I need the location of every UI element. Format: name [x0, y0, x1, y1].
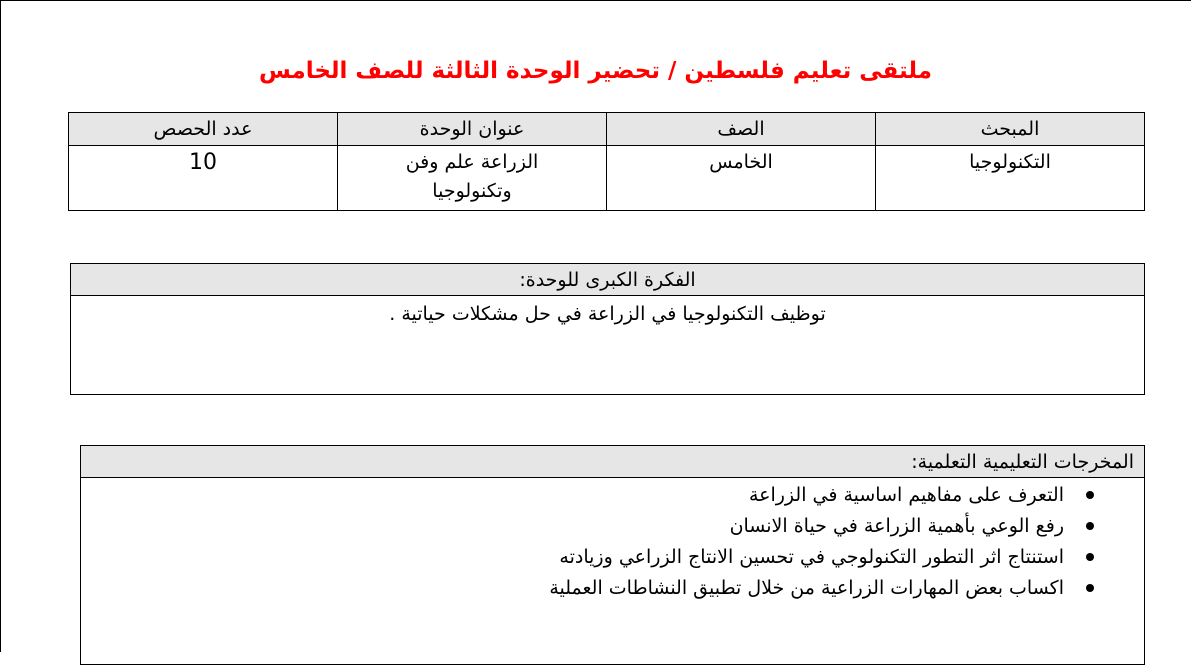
bullet-icon [1086, 522, 1094, 530]
header-unit-title: عنوان الوحدة [338, 113, 607, 146]
bullet-icon [1086, 491, 1094, 499]
unit-title-text: الزراعة علم وفن وتكنولوجيا [405, 151, 539, 202]
outcome-text: اكساب بعض المهارات الزراعية من خلال تطبيق النشاطات العملية [549, 577, 1064, 599]
header-grade: الصف [607, 113, 876, 146]
page-border-top [0, 0, 1191, 1]
outcome-text: التعرف على مفاهيم اساسية في الزراعة [748, 484, 1064, 506]
learning-outcomes-box [80, 445, 1145, 665]
header-subject: المبحث [876, 113, 1145, 146]
table-row [69, 146, 1145, 211]
unit-info-table [68, 112, 1145, 211]
table-header-row [69, 113, 1145, 146]
outcome-text: رفع الوعي بأهمية الزراعة في حياة الانسان [729, 515, 1064, 537]
cell-lesson-count: 10 [69, 146, 338, 211]
page-title: ملتقى تعليم فلسطين / تحضير الوحدة الثالثة للصف الخامس [258, 58, 933, 84]
big-idea-heading: الفكرة الكبرى للوحدة: [71, 264, 1144, 296]
bullet-icon [1086, 584, 1094, 592]
cell-grade: الخامس [607, 146, 876, 211]
page-border-left [0, 0, 1, 652]
big-idea-text: توظيف التكنولوجيا في الزراعة في حل مشكلات حياتية . [389, 303, 826, 325]
cell-unit-title [338, 146, 607, 211]
list-item [81, 573, 1064, 604]
outcomes-list [81, 480, 1144, 604]
cell-subject: التكنولوجيا [876, 146, 1145, 211]
bullet-icon [1086, 553, 1094, 561]
list-item [81, 511, 1064, 542]
list-item [81, 480, 1064, 511]
header-lesson-count: عدد الحصص [69, 113, 338, 146]
outcome-text: استنتاج اثر التطور التكنولوجي في تحسين الانتاج الزراعي وزيادته [559, 546, 1064, 568]
learning-outcomes-heading: المخرجات التعليمية التعلمية: [81, 446, 1144, 478]
list-item [81, 542, 1064, 573]
big-idea-box [70, 263, 1145, 395]
